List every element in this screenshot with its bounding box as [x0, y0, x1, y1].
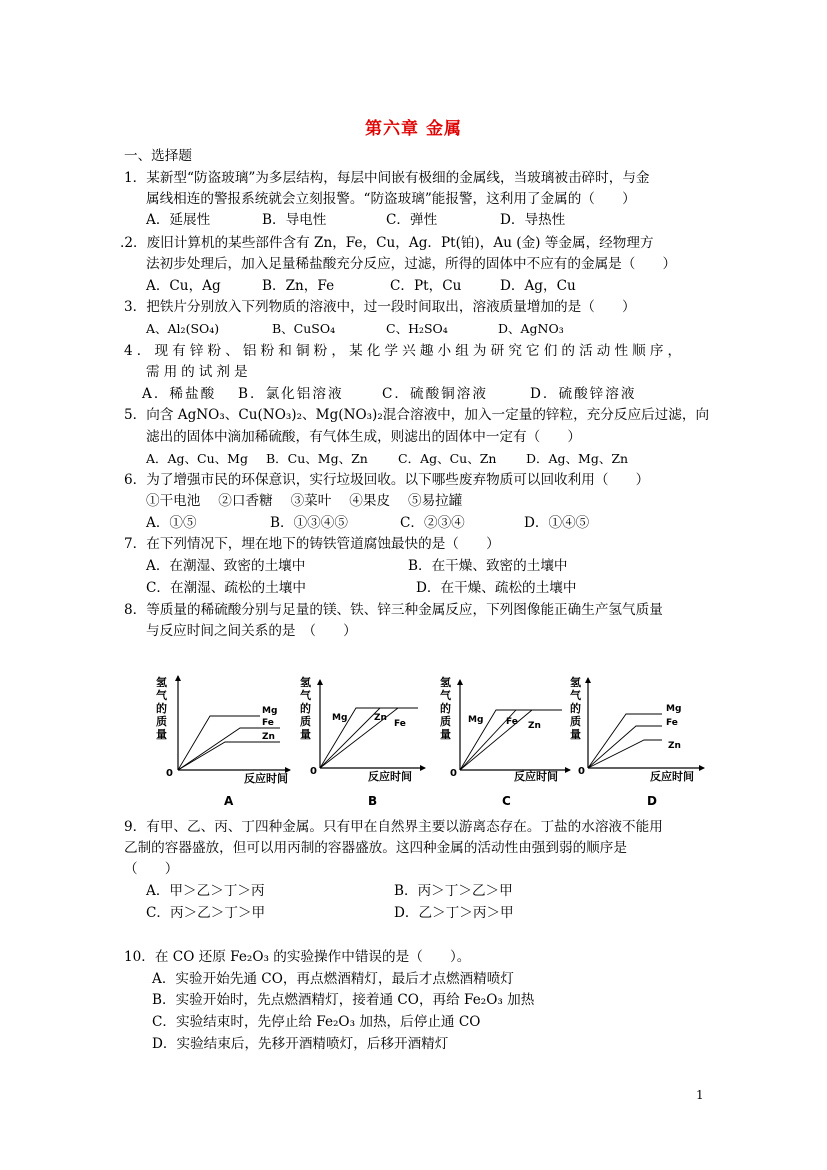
question-10-option-a: A．实验开始先通 CO，再点燃酒精灯，最后才点燃酒精喷灯 [152, 971, 514, 987]
graph-b-curve-zn [320, 708, 380, 768]
graph-b-origin: 0 [310, 766, 317, 777]
question-6-option-b: B．①③④⑤ [270, 515, 348, 531]
question-2-option-a: A．Cu，Ag [146, 278, 221, 294]
graph-a-label-mg: Mg [262, 706, 278, 716]
question-2-line-2: 法初步处理后，加入足量稀盐酸充分反应，过滤，所得的固体中不应有的金属是（ ） [146, 256, 677, 272]
graph-a-x-label: 反应时间 [244, 772, 288, 785]
graph-a-label-fe: Fe [262, 718, 274, 728]
graph-d-curve-mg [588, 714, 662, 768]
question-2-option-b: B．Zn，Fe [262, 278, 335, 294]
graph-d-x-label: 反应时间 [650, 770, 694, 783]
graph-c-y-label: 氢 气 的 质 量 [440, 676, 451, 741]
page-title: 第六章 金属 [365, 119, 462, 139]
question-8-graphs [150, 668, 710, 813]
question-9-line-2: 乙制的容器盛放，但可以用丙制的容器盛放。这四种金属的活动性由强到弱的顺序是 [124, 840, 627, 856]
graph-c-x-label: 反应时间 [514, 770, 558, 783]
graph-a-label-zn: Zn [262, 732, 275, 742]
graph-d-label-fe: Fe [666, 718, 678, 728]
question-4-line-2: 需用的试剂是 [146, 364, 252, 380]
graph-a-letter: A [224, 794, 234, 808]
graph-d-label-mg: Mg [666, 704, 682, 714]
question-9-option-a: A．甲＞乙＞丁＞丙 [146, 883, 265, 899]
question-10-line-1: 10．在 CO 还原 Fe₂O₃ 的实验操作中错误的是（ ）。 [124, 949, 471, 965]
question-8-line-2: 与反应时间之间关系的是 （ ） [146, 623, 357, 639]
graph-c-origin: 0 [450, 768, 457, 779]
graph-b-x-label: 反应时间 [368, 770, 412, 783]
section-heading: 一、选择题 [124, 148, 192, 164]
question-1-option-d: D．导热性 [500, 212, 566, 228]
question-7-option-c: C．在潮湿、疏松的土壤中 [146, 580, 306, 596]
graph-a-origin: 0 [166, 768, 173, 779]
question-9-option-b: B．丙＞丁＞乙＞甲 [394, 883, 513, 899]
question-5-option-b: B．Cu、Mg、Zn [266, 451, 368, 466]
graph-d [570, 675, 704, 808]
question-7-line-1: 7．在下列情况下，埋在地下的铸铁管道腐蚀最快的是（ ） [124, 536, 500, 552]
question-10-option-c: C．实验结束时，先停止给 Fe₂O₃ 加热，后停止通 CO [152, 1014, 481, 1030]
question-7-option-b: B．在干燥、致密的土壤中 [408, 558, 568, 574]
question-4-line-1: 4．现有锌粉、铝粉和铜粉，某化学兴趣小组为研究它们的活动性顺序， [124, 343, 686, 359]
question-10-option-d: D．实验结束后，先移开酒精喷灯，后移开酒精灯 [152, 1036, 449, 1052]
question-5-option-c: C．Ag、Cu、Zn [398, 451, 497, 466]
graph-a-curve-zn [178, 742, 280, 770]
question-4-option-c: C．硫酸铜溶液 [382, 386, 488, 402]
question-1-line-2: 属线相连的警报系统就会立刻报警。“防盗玻璃”能报警，这利用了金属的（ ） [146, 191, 636, 207]
graph-b-label-fe: Fe [394, 719, 406, 729]
question-5-line-2: 滤出的固体中滴加稀硫酸，有气体生成，则滤出的固体中一定有（ ） [146, 429, 581, 445]
question-1-option-c: C．弹性 [386, 212, 438, 228]
question-7-option-d: D．在干燥、疏松的土壤中 [416, 580, 577, 596]
graph-d-origin: 0 [578, 766, 585, 777]
question-4-option-b: B．氯化铝溶液 [238, 386, 344, 402]
question-9-option-c: C．丙＞乙＞丁＞甲 [146, 905, 266, 921]
graph-b [300, 675, 425, 808]
question-1-line-1: 1．某新型“防盗玻璃”为多层结构，每层中间嵌有极细的金属线，当玻璃被击碎时，与金 [124, 170, 650, 186]
question-4-option-a: A．稀盐酸 [142, 386, 217, 402]
graph-b-letter: B [368, 794, 378, 808]
question-6-option-d: D．①④⑤ [524, 515, 590, 531]
question-9-line-3: （ ） [124, 861, 179, 877]
question-6-line-2: ①干电池 ②口香糖 ③菜叶 ④果皮 ⑤易拉罐 [146, 493, 463, 509]
question-2-line-1: .2．废旧计算机的某些部件含有 Zn，Fe，Cu，Ag．Pt(铂)，Au (金) 等金属，经物理方 [120, 235, 654, 251]
graph-d-curve-fe [588, 726, 662, 768]
graph-b-label-zn: Zn [374, 713, 387, 723]
question-9-option-d: D．乙＞丁＞丙＞甲 [394, 905, 514, 921]
question-2-option-c: C．Pt，Cu [390, 278, 462, 294]
graph-c-label-fe: Fe [506, 717, 518, 727]
question-9-line-1: 9．有甲、乙、丙、丁四种金属。只有甲在自然界主要以游离态存在。丁盐的水溶液不能用 [124, 819, 663, 835]
question-5-line-1: 5．向含 AgNO₃、Cu(NO₃)₂、Mg(NO₃)₂混合溶液中，加入一定量的锌粒，充分反应后过滤，向 [124, 407, 710, 423]
graph-c [440, 675, 570, 808]
graph-d-label-zn: Zn [668, 741, 681, 751]
graph-c-letter: C [502, 794, 511, 808]
question-6-option-a: A．①⑤ [146, 515, 197, 531]
question-3-option-c: C、H₂SO₄ [386, 321, 448, 336]
question-3-line-1: 3．把铁片分别放入下列物质的溶液中，过一段时间取出，溶液质量增加的是（ ） [124, 299, 636, 315]
graph-d-letter: D [647, 794, 657, 808]
question-3-option-b: B、CuSO₄ [272, 321, 336, 336]
question-5-option-d: D．Ag、Mg、Zn [526, 451, 629, 466]
question-1-option-a: A．延展性 [146, 212, 211, 228]
graph-a-y-label: 氢 气 的 质 量 [156, 676, 167, 741]
graph-c-label-mg: Mg [468, 715, 484, 725]
graph-b-label-mg: Mg [332, 713, 348, 723]
question-2-option-d: D．Ag，Cu [500, 278, 576, 294]
graph-a [156, 675, 290, 808]
question-3-option-a: A、Al₂(SO₄) [146, 321, 220, 336]
question-5-option-a: A．Ag、Cu、Mg [146, 451, 248, 466]
question-8-line-1: 8．等质量的稀硫酸分别与足量的镁、铁、锌三种金属反应，下列图像能正确生产氢气质量 [124, 602, 663, 618]
question-3-option-d: D、AgNO₃ [498, 321, 564, 336]
question-6-line-1: 6．为了增强市民的环保意识，实行垃圾回收。以下哪些废弃物质可以回收利用（ ） [124, 472, 650, 488]
question-1-option-b: B．导电性 [262, 212, 327, 228]
graph-d-curve-zn [588, 740, 662, 768]
graph-b-y-label: 氢 气 的 质 量 [300, 676, 311, 741]
page-number: 1 [696, 1088, 704, 1102]
question-4-option-d: D．硫酸锌溶液 [530, 386, 637, 402]
graph-c-label-zn: Zn [528, 721, 541, 731]
question-6-option-c: C．②③④ [400, 515, 465, 531]
question-10-option-b: B．实验开始时，先点燃酒精灯，接着通 CO，再给 Fe₂O₃ 加热 [152, 992, 535, 1008]
question-7-option-a: A．在潮湿、致密的土壤中 [146, 558, 306, 574]
graph-d-y-label: 氢 气 的 质 量 [570, 676, 581, 741]
